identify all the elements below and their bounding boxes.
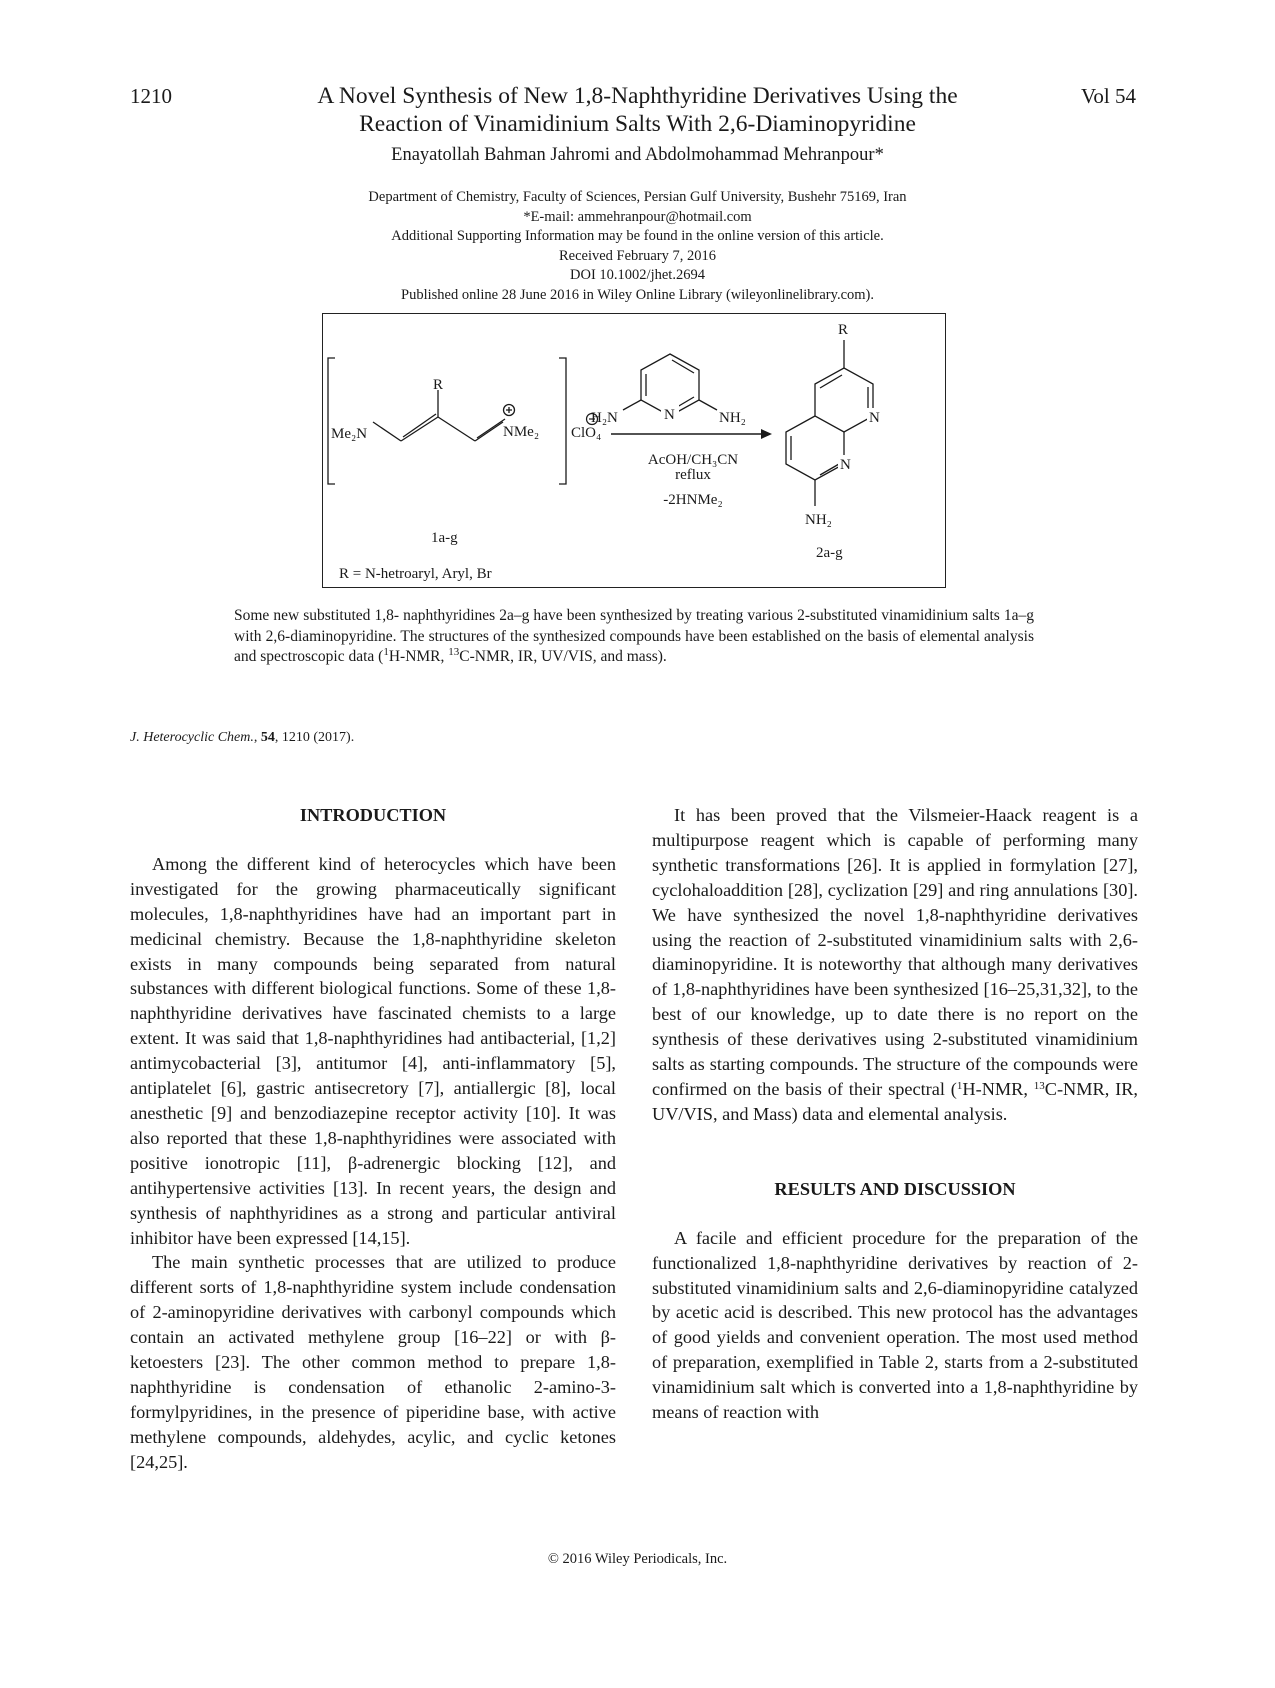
reaction-scheme-drawing [323,314,947,589]
reactant-label: 1a-g [431,530,458,546]
product-r-group-label: R [838,322,849,338]
reaction-arrow [611,429,772,439]
pyridine-n-label: N [664,407,675,423]
perchlorate-label: ClO₄ [571,425,602,441]
intro-paragraph-3: It has been proved that the Vilsmeier-Haack reagent is a multipurpose reagent which is capable of performing many synthetic transformations [26]. It is applied in formylation [27], cyclohaloaddition [28], cyclization [29] and ring annulations [30]. We have synthesized the novel 1,8-naphthyridine derivatives using the reaction of 2-substituted vinamidinium salts with 2,6-diaminopyridine. It is noteworthy that although many derivatives of 1,8-naphthyridines have been synthesized [16–25,31,32], to the best of our knowledge, up to date there is no report on the synthesis of these derivatives using 2-substituted vinamidinium salts as starting compounds. The structure of the compounds were confirmed on the basis of their spectral ($^1$H-NMR, $^{13}$C-NMR, IR, UV/VIS, and Mass) data and elemental analysis. [652,805,1138,1124]
h2n-label: H₂N [591,410,618,426]
affiliation-block [260,188,1015,306]
r-definition: R = N-hetroaryl, Aryl, Br [339,566,492,582]
journal-volume: 54 [260,730,275,745]
email[interactable]: *E-mail: ammehranpour@hotmail.com [523,208,752,225]
authors: Enayatollah Bahman Jahromi and Abdolmohammad Mehranpour* [391,145,884,165]
r-group-label: R [433,377,444,393]
journal-name: J. Heterocyclic Chem. [130,730,254,745]
nh2-label: NH₂ [719,410,746,426]
introduction-heading: INTRODUCTION [299,805,447,825]
published-note: Published online 28 June 2016 in Wiley Online Library (wileyonlinelibrary.com). [401,286,874,303]
intro-paragraph-1: Among the different kind of heterocycles which have been investigated for the growing pharmaceutically significant molecules, 1,8-naphthyridines have had an important part in medicinal chemistry. Because the 1,8-naphthyridine skeleton exists in many compounds being separated from natural substances with different biological functions. Some of these 1,8-naphthyridine derivatives have fascinated chemists to a large extent. It was said that 1,8-naphthyridines had antibacterial, [1,2] antimycobacterial [3], antitumor [4], anti-inflammatory [5], antiplatelet [6], gastric antisecretory [7], antiallergic [8], local anesthetic [9] and benzodiazepine receptor activity [10]. It was also reported that these 1,8-naphthyridines were associated with positive ionotropic [11], β-adrenergic blocking [12], and antihypertensive activities [13]. In recent years, the design and synthesis of naphthyridines as a strong and particular antiviral inhibitor have been expressed [14,15]. [130,853,616,1248]
reaction-scheme [322,313,946,588]
condition-reflux: reflux [675,467,711,483]
results-heading: RESULTS AND DISCUSSION [774,1178,1016,1199]
title-line-2: Reaction of Vinamidinium Salts With 2,6-Diaminopyridine [359,111,916,137]
naphthyridine-product [786,340,873,506]
page-number: 1210 [130,84,172,108]
intro-paragraph-2: The main synthetic processes that are utilized to produce different sorts of 1,8-naphthyridine system include condensation of 2-aminopyridine derivatives with carbonyl compounds which contain an activated methylene group [16–22] or with β-ketoesters [23]. The other common method to prepare 1,8-naphthyridine is condensation of ethanolic 2-amino-3-formylpyridines, in the presence of piperidine base, with active methylene compounds, aldehydes, acylic, and cyclic ketones [24,25]. [130,1252,616,1472]
vinamidinium-salt [328,358,566,484]
volume-label: Vol 54 [1080,84,1136,108]
condition-byproduct: -2HNMe₂ [663,492,723,508]
received-date: Received February 7, 2016 [558,247,717,264]
condition-solvent: AcOH/CH₃CN [647,452,739,468]
title-line-1: A Novel Synthesis of New 1,8-Naphthyridine Derivatives Using the [317,83,958,109]
product-label: 2a-g [816,545,843,561]
supporting-info-note: Additional Supporting Information may be found in the online version of this article. [391,228,884,245]
left-column [130,803,616,1475]
right-column [652,803,1138,1425]
naphthyridine-n8-label: N [869,410,880,426]
article-title [260,82,1015,138]
naphthyridine-n1-label: N [840,457,851,473]
me2n-label: Me₂N [331,426,368,442]
abstract: Some new substituted 1,8- naphthyridines 2a–g have been synthesized by treating various 2-substituted vinamidinium salts 1a–g with 2,6-diaminopyridine. The structures of the synthesized compounds have been established on the basis of elemental analysis and spectroscopic data ($^1$H-NMR, $^{13}$C-NMR, IR, UV/VIS, and mass). [234,607,1034,665]
journal-citation: J. Heterocyclic Chem., 54, 1210 (2017). [130,730,355,745]
department: Department of Chemistry, Faculty of Sciences, Persian Gulf University, Bushehr 75169, Iran [368,189,907,205]
copyright-notice: © 2016 Wiley Periodicals, Inc. [547,1551,728,1567]
nme2-label: NMe₂ [503,424,540,440]
doi[interactable]: DOI 10.1002/jhet.2694 [570,267,705,284]
product-nh2-label: NH₂ [805,512,832,528]
results-paragraph-1: A facile and efficient procedure for the preparation of the functionalized 1,8-naphthyridine derivatives by reaction of 2-substituted vinamidinium salts and 2,6-diaminopyridine catalyzed by acetic acid is described. This new protocol has the advantages of good yields and convenient operation. The most used method of preparation, exemplified in Table 2, starts from a 2-substituted vinamidinium salt which is converted into a 1,8-naphthyridine by means of reaction with [652,1227,1138,1423]
